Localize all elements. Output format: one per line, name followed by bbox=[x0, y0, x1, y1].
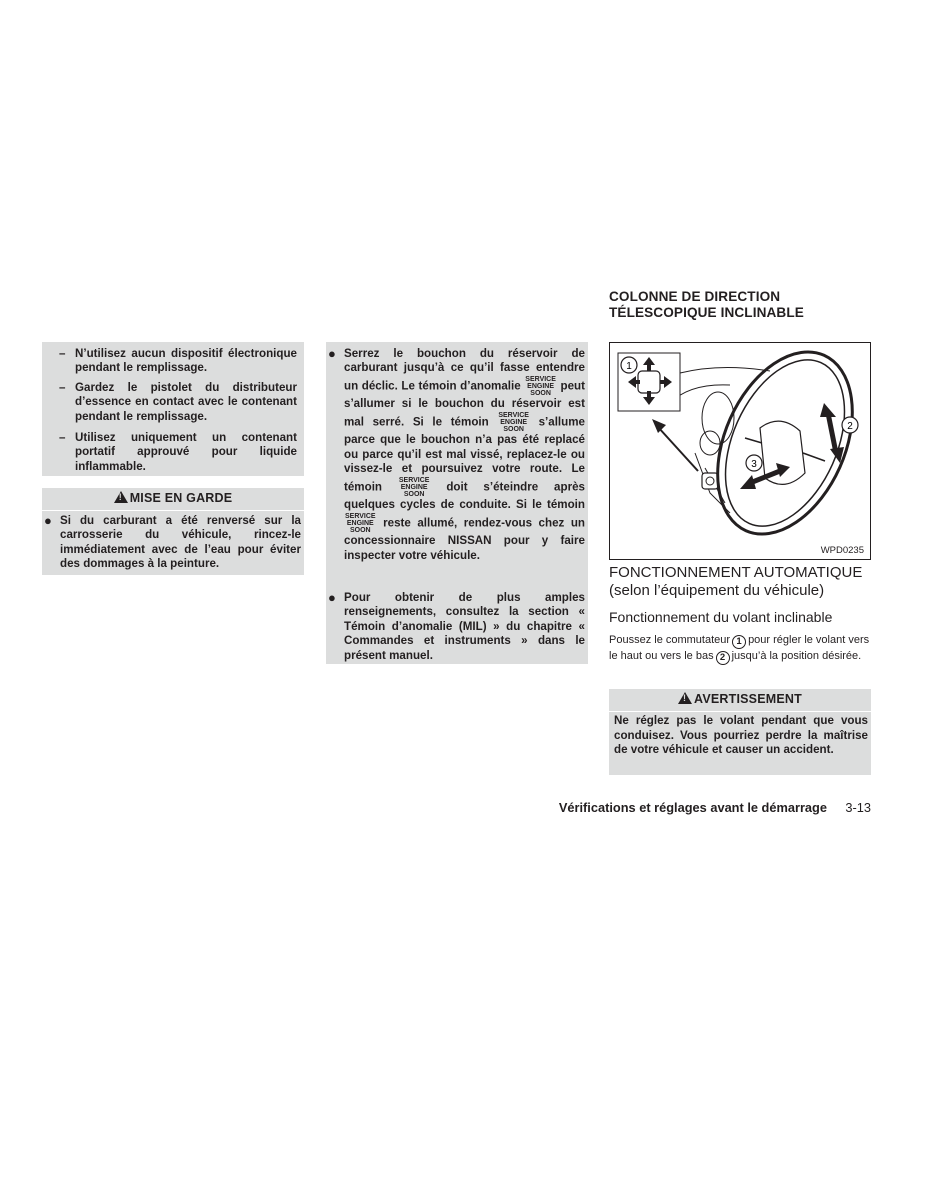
tilt-instructions: Poussez le commutateur 1 pour régler le volant vers le haut ou vers le bas 2 jusqu’à la position désirée. bbox=[609, 634, 870, 663]
callout-1-inline: 1 bbox=[732, 635, 746, 649]
section-heading: COLONNE DE DIRECTION TÉLESCOPIQUE INCLINABLE bbox=[609, 289, 804, 320]
warning-triangle-icon bbox=[678, 692, 692, 704]
steering-wheel-figure bbox=[609, 342, 871, 560]
dash-item: – Gardez le pistolet du distributeur d’essence en contact avec le contenant pendant le remplissage. bbox=[59, 381, 297, 423]
chapter-title: Vérifications et réglages avant le démarrage bbox=[558, 800, 827, 815]
warning-title: AVERTISSEMENT bbox=[694, 692, 802, 706]
warning-header bbox=[609, 689, 871, 711]
service-engine-soon-icon: SERVICE ENGINE SOON bbox=[498, 411, 529, 434]
dash-item: – Utilisez uniquement un contenant portatif approuvé pour liquide inflammable. bbox=[59, 431, 297, 473]
warning-triangle-icon bbox=[114, 491, 128, 503]
callout-3: 3 bbox=[751, 459, 757, 470]
fuel-cap-box bbox=[326, 342, 588, 664]
callout-1: 1 bbox=[626, 361, 632, 372]
service-engine-soon-icon: SERVICE ENGINE SOON bbox=[525, 375, 556, 398]
subheading-automatic: FONCTIONNEMENT AUTOMATIQUE (selon l’équipement du véhicule) bbox=[609, 564, 863, 599]
service-engine-soon-icon: SERVICE ENGINE SOON bbox=[345, 512, 376, 535]
dash-item: – N’utilisez aucun dispositif électronique pendant le remplissage. bbox=[59, 347, 297, 375]
page-number: 3-13 bbox=[845, 800, 871, 815]
callout-2: 2 bbox=[847, 421, 853, 432]
caution-body bbox=[42, 511, 304, 575]
bullet-item: ● Serrez le bouchon du réservoir de carburant jusqu’à ce qu’il fasse entendre un déclic. Le témoin d’anomalie SERVICE ENGINE SOON peut s’allumer si le bouchon du réservoir est mal serré. Si le témoin SERVICE ENGINE SOON s’allume parce que le bouchon n’a pas été replacé ou parce qu’il est mal vissé, replacez-le ou vissez-le et poursuivez votre route. Le témoin SERVICE ENGINE SOON doit s’éteindre après quelques cycles de conduite. Si le témoin SERVICE ENGINE SOON reste allumé, rendez-vous chez un concessionnaire NISSAN pour y faire inspecter votre véhicule. bbox=[328, 346, 585, 562]
steering-wheel-illustration bbox=[610, 343, 870, 559]
fuel-tips-box bbox=[42, 342, 304, 476]
caution-title: MISE EN GARDE bbox=[129, 491, 233, 505]
callout-2-inline: 2 bbox=[716, 651, 730, 665]
caution-bullet: ● Si du carburant a été renversé sur la carrosserie du véhicule, rincez-le immédiatement avec de l’eau pour éviter des dommages à la peinture. bbox=[44, 513, 301, 571]
figure-label: WPD0235 bbox=[820, 545, 864, 556]
warning-body: Ne réglez pas le volant pendant que vous conduisez. Vous pourriez perdre la maîtrise de votre véhicule et causer un accident. bbox=[609, 712, 871, 775]
bullet-item: ● Pour obtenir de plus amples renseignements, consultez la section « Témoin d’anomalie (MIL) » du chapitre « Commandes et instruments » dans le présent manuel. bbox=[328, 590, 585, 662]
caution-header bbox=[42, 488, 304, 510]
subheading-tilt: Fonctionnement du volant inclinable bbox=[609, 609, 833, 625]
service-engine-soon-icon: SERVICE ENGINE SOON bbox=[398, 476, 430, 499]
